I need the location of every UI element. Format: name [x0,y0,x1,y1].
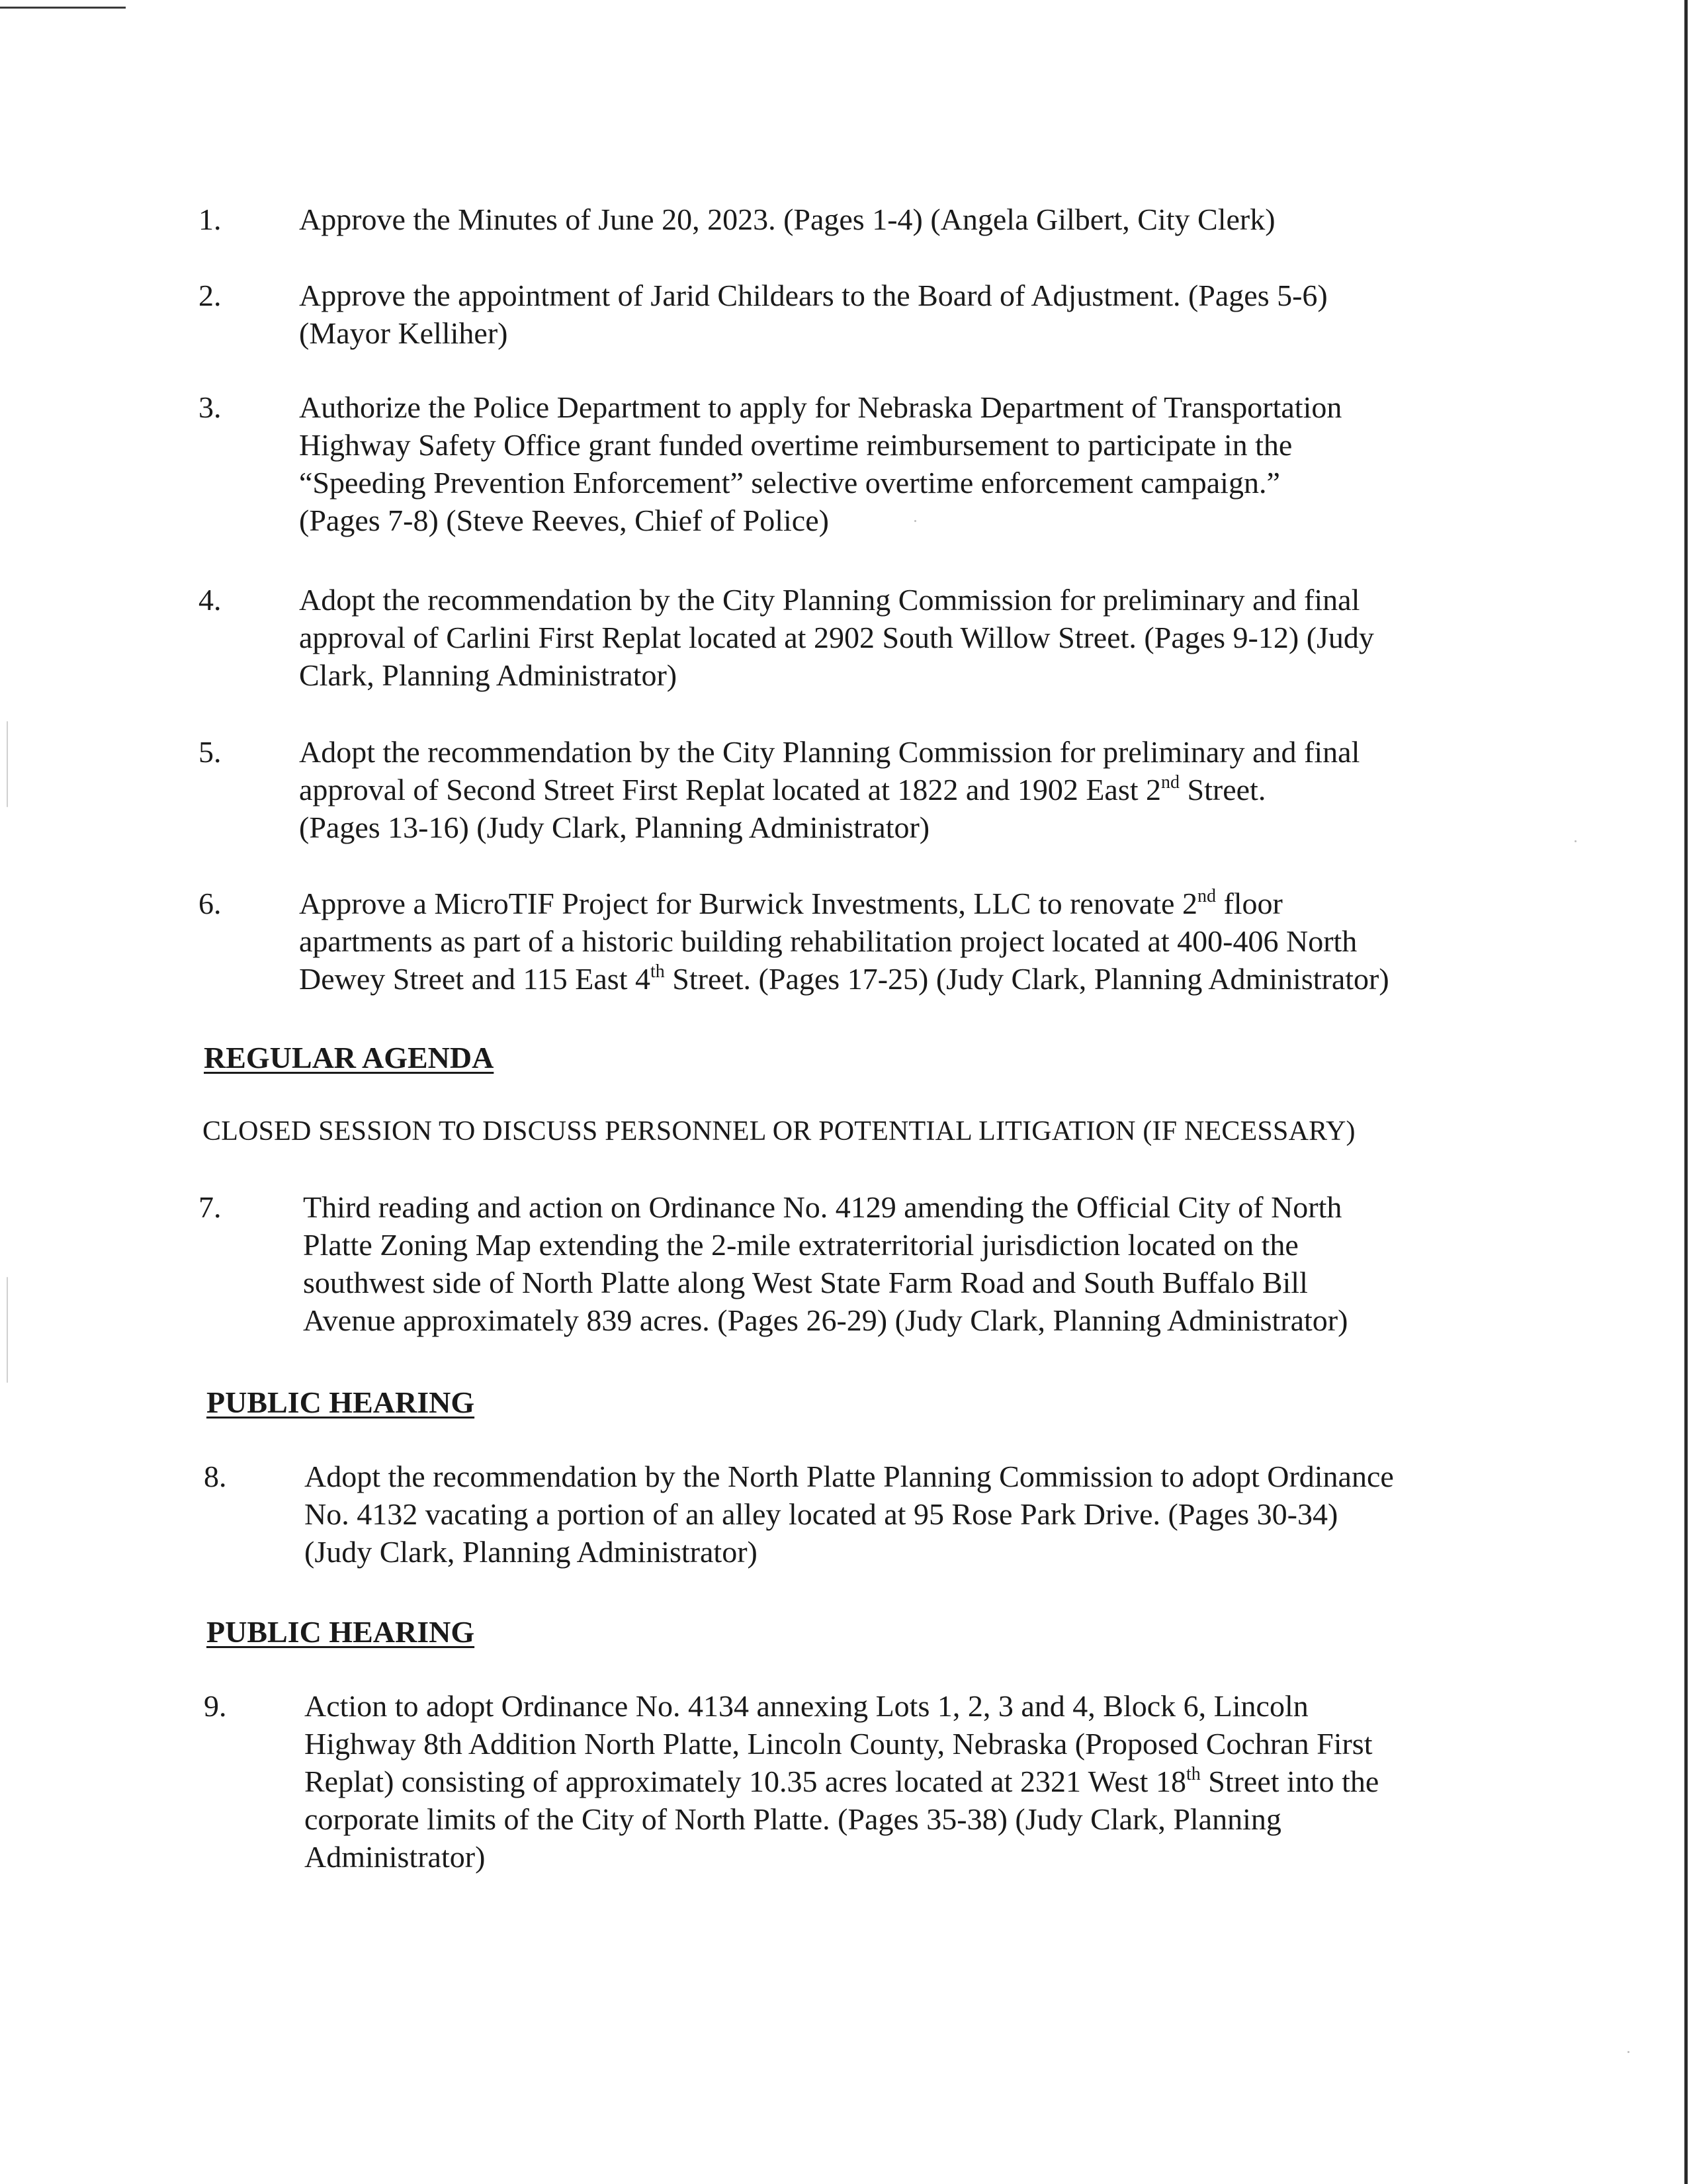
item-line: Authorize the Police Department to apply for Nebraska Department of Transportation [299,390,1342,424]
item-line: Approve a MicroTIF Project for Burwick Investments, LLC to renovate 2nd floor [299,886,1283,920]
item-line: southwest side of North Platte along West State Farm Road and South Buffalo Bill [303,1266,1308,1299]
public-hearing-heading-2: PUBLIC HEARING [206,1615,475,1649]
scan-speck [1627,2051,1629,2053]
item-line: No. 4132 vacating a portion of an alley located at 95 Rose Park Drive. (Pages 30-34) [304,1497,1338,1531]
item-line: Replat) consisting of approximately 10.35 acres located at 2321 West 18th Street into the [304,1764,1379,1798]
item-line: Administrator) [304,1840,486,1874]
item-line: apartments as part of a historic building rehabilitation project located at 400-406 North [299,924,1358,958]
item-number: 8. [204,1460,227,1493]
item-line: Action to adopt Ordinance No. 4134 annexing Lots 1, 2, 3 and 4, Block 6, Lincoln [304,1689,1309,1723]
item-number: 9. [204,1689,227,1723]
top-rule [0,7,126,9]
item-line: (Judy Clark, Planning Administrator) [304,1535,758,1569]
item-number: 5. [198,735,222,769]
item-line: “Speeding Prevention Enforcement” selective overtime enforcement campaign.” [299,466,1280,500]
item-line: Adopt the recommendation by the North Platte Planning Commission to adopt Ordinance [304,1460,1394,1493]
item-line: corporate limits of the City of North Platte. (Pages 35-38) (Judy Clark, Planning [304,1802,1281,1836]
item-line: Clark, Planning Administrator) [299,658,677,692]
item-number: 3. [198,390,222,424]
item-number: 2. [198,279,222,312]
item-line: (Pages 13-16) (Judy Clark, Planning Administrator) [299,810,930,844]
item-line: Adopt the recommendation by the City Planning Commission for preliminary and final [299,583,1360,617]
item-line: approval of Second Street First Replat located at 1822 and 1902 East 2nd Street. [299,772,1266,807]
item-number: 1. [198,202,222,236]
item-line: Highway 8th Addition North Platte, Lincoln County, Nebraska (Proposed Cochran First [304,1727,1373,1761]
item-number: 7. [198,1190,222,1224]
item-line: Approve the appointment of Jarid Childears to the Board of Adjustment. (Pages 5-6) [299,279,1328,312]
closed-session-note: CLOSED SESSION TO DISCUSS PERSONNEL OR POTENTIAL LITIGATION (IF NECESSARY) [202,1116,1356,1147]
item-line: (Mayor Kelliher) [299,316,508,350]
public-hearing-heading-1: PUBLIC HEARING [206,1385,475,1419]
scan-speck [7,721,8,807]
item-number: 4. [198,583,222,617]
scan-speck [7,1277,8,1383]
scan-speck [1575,840,1577,842]
item-line: approval of Carlini First Replat located at 2902 South Willow Street. (Pages 9-12) (Judy [299,621,1374,654]
item-line: Platte Zoning Map extending the 2-mile extraterritorial jurisdiction located on the [303,1228,1299,1262]
item-line: Highway Safety Office grant funded overtime reimbursement to participate in the [299,428,1293,462]
item-line: Dewey Street and 115 East 4th Street. (Pages 17-25) (Judy Clark, Planning Administrator) [299,961,1389,996]
scan-speck [914,520,916,522]
scan-edge [1684,0,1688,2184]
item-line: Third reading and action on Ordinance No. 4129 amending the Official City of North [303,1190,1342,1224]
item-line: Avenue approximately 839 acres. (Pages 26-29) (Judy Clark, Planning Administrator) [303,1303,1348,1337]
item-number: 6. [198,887,222,920]
regular-agenda-heading: REGULAR AGENDA [204,1041,494,1074]
item-line: Approve the Minutes of June 20, 2023. (Pages 1-4) (Angela Gilbert, City Clerk) [299,202,1276,236]
item-line: (Pages 7-8) (Steve Reeves, Chief of Police) [299,503,829,537]
item-line: Adopt the recommendation by the City Planning Commission for preliminary and final [299,735,1360,769]
